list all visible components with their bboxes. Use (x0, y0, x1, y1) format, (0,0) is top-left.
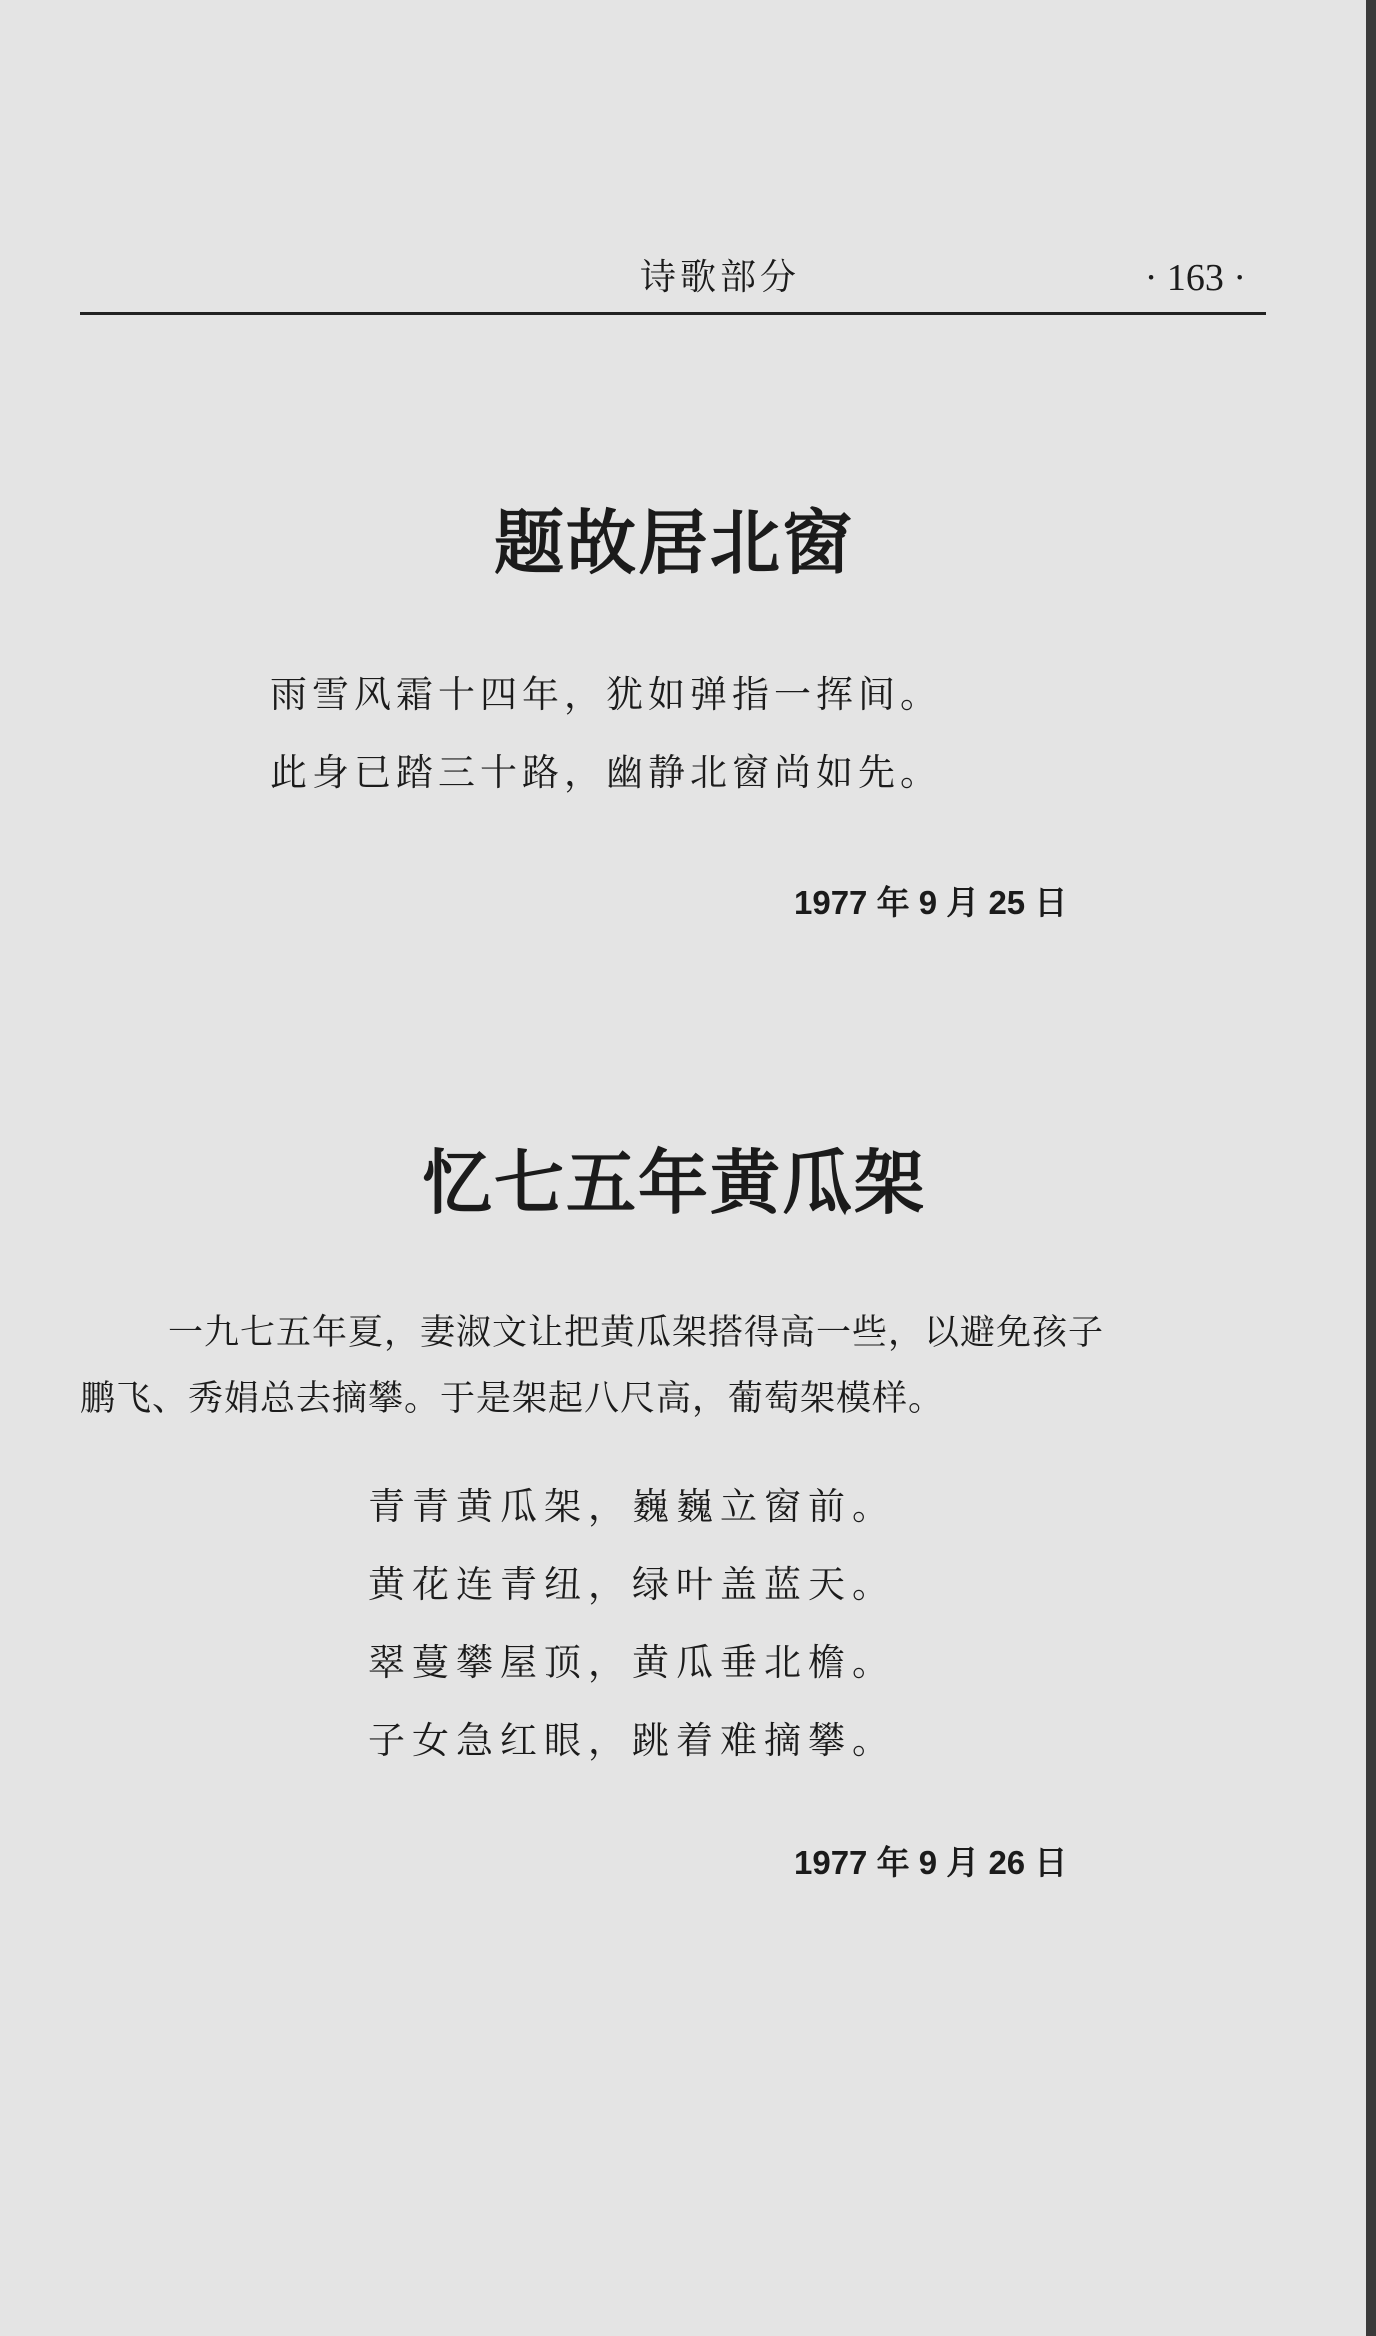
poem-date: 1977 年 9 月 25 日 (794, 884, 1068, 921)
poem-body (368, 1468, 896, 1780)
page-edge (1366, 0, 1376, 2336)
verse-line: 青青黄瓜架，巍巍立窗前。 (368, 1485, 896, 1528)
running-head: 诗歌部分 (639, 257, 800, 298)
page-number: · 163 · (1144, 257, 1246, 299)
page-header (80, 248, 1266, 315)
preface-line: 鹏飞、秀娟总去摘攀。于是架起八尺高，葡萄架模样。 (80, 1379, 945, 1419)
verse-line: 子女急红眼，跳着难摘攀。 (368, 1719, 896, 1762)
verse-line: 此身已踏三十路，幽静北窗尚如先。 (270, 751, 942, 794)
verse-line: 雨雪风霜十四年，犹如弹指一挥间。 (270, 673, 942, 716)
verse-line: 黄花连青纽，绿叶盖蓝天。 (368, 1563, 896, 1606)
preface-line: 一九七五年夏，妻淑文让把黄瓜架搭得高一些，以避免孩子 (168, 1313, 1105, 1353)
poem-preface (80, 1300, 1268, 1432)
verse-line: 翠蔓攀屋顶，黄瓜垂北檐。 (368, 1641, 896, 1684)
poem-title: 题故居北窗 (494, 502, 854, 584)
poem-title: 忆七五年黄瓜架 (422, 1142, 926, 1224)
poem-body (270, 656, 942, 812)
poem-date: 1977 年 9 月 26 日 (794, 1844, 1068, 1881)
